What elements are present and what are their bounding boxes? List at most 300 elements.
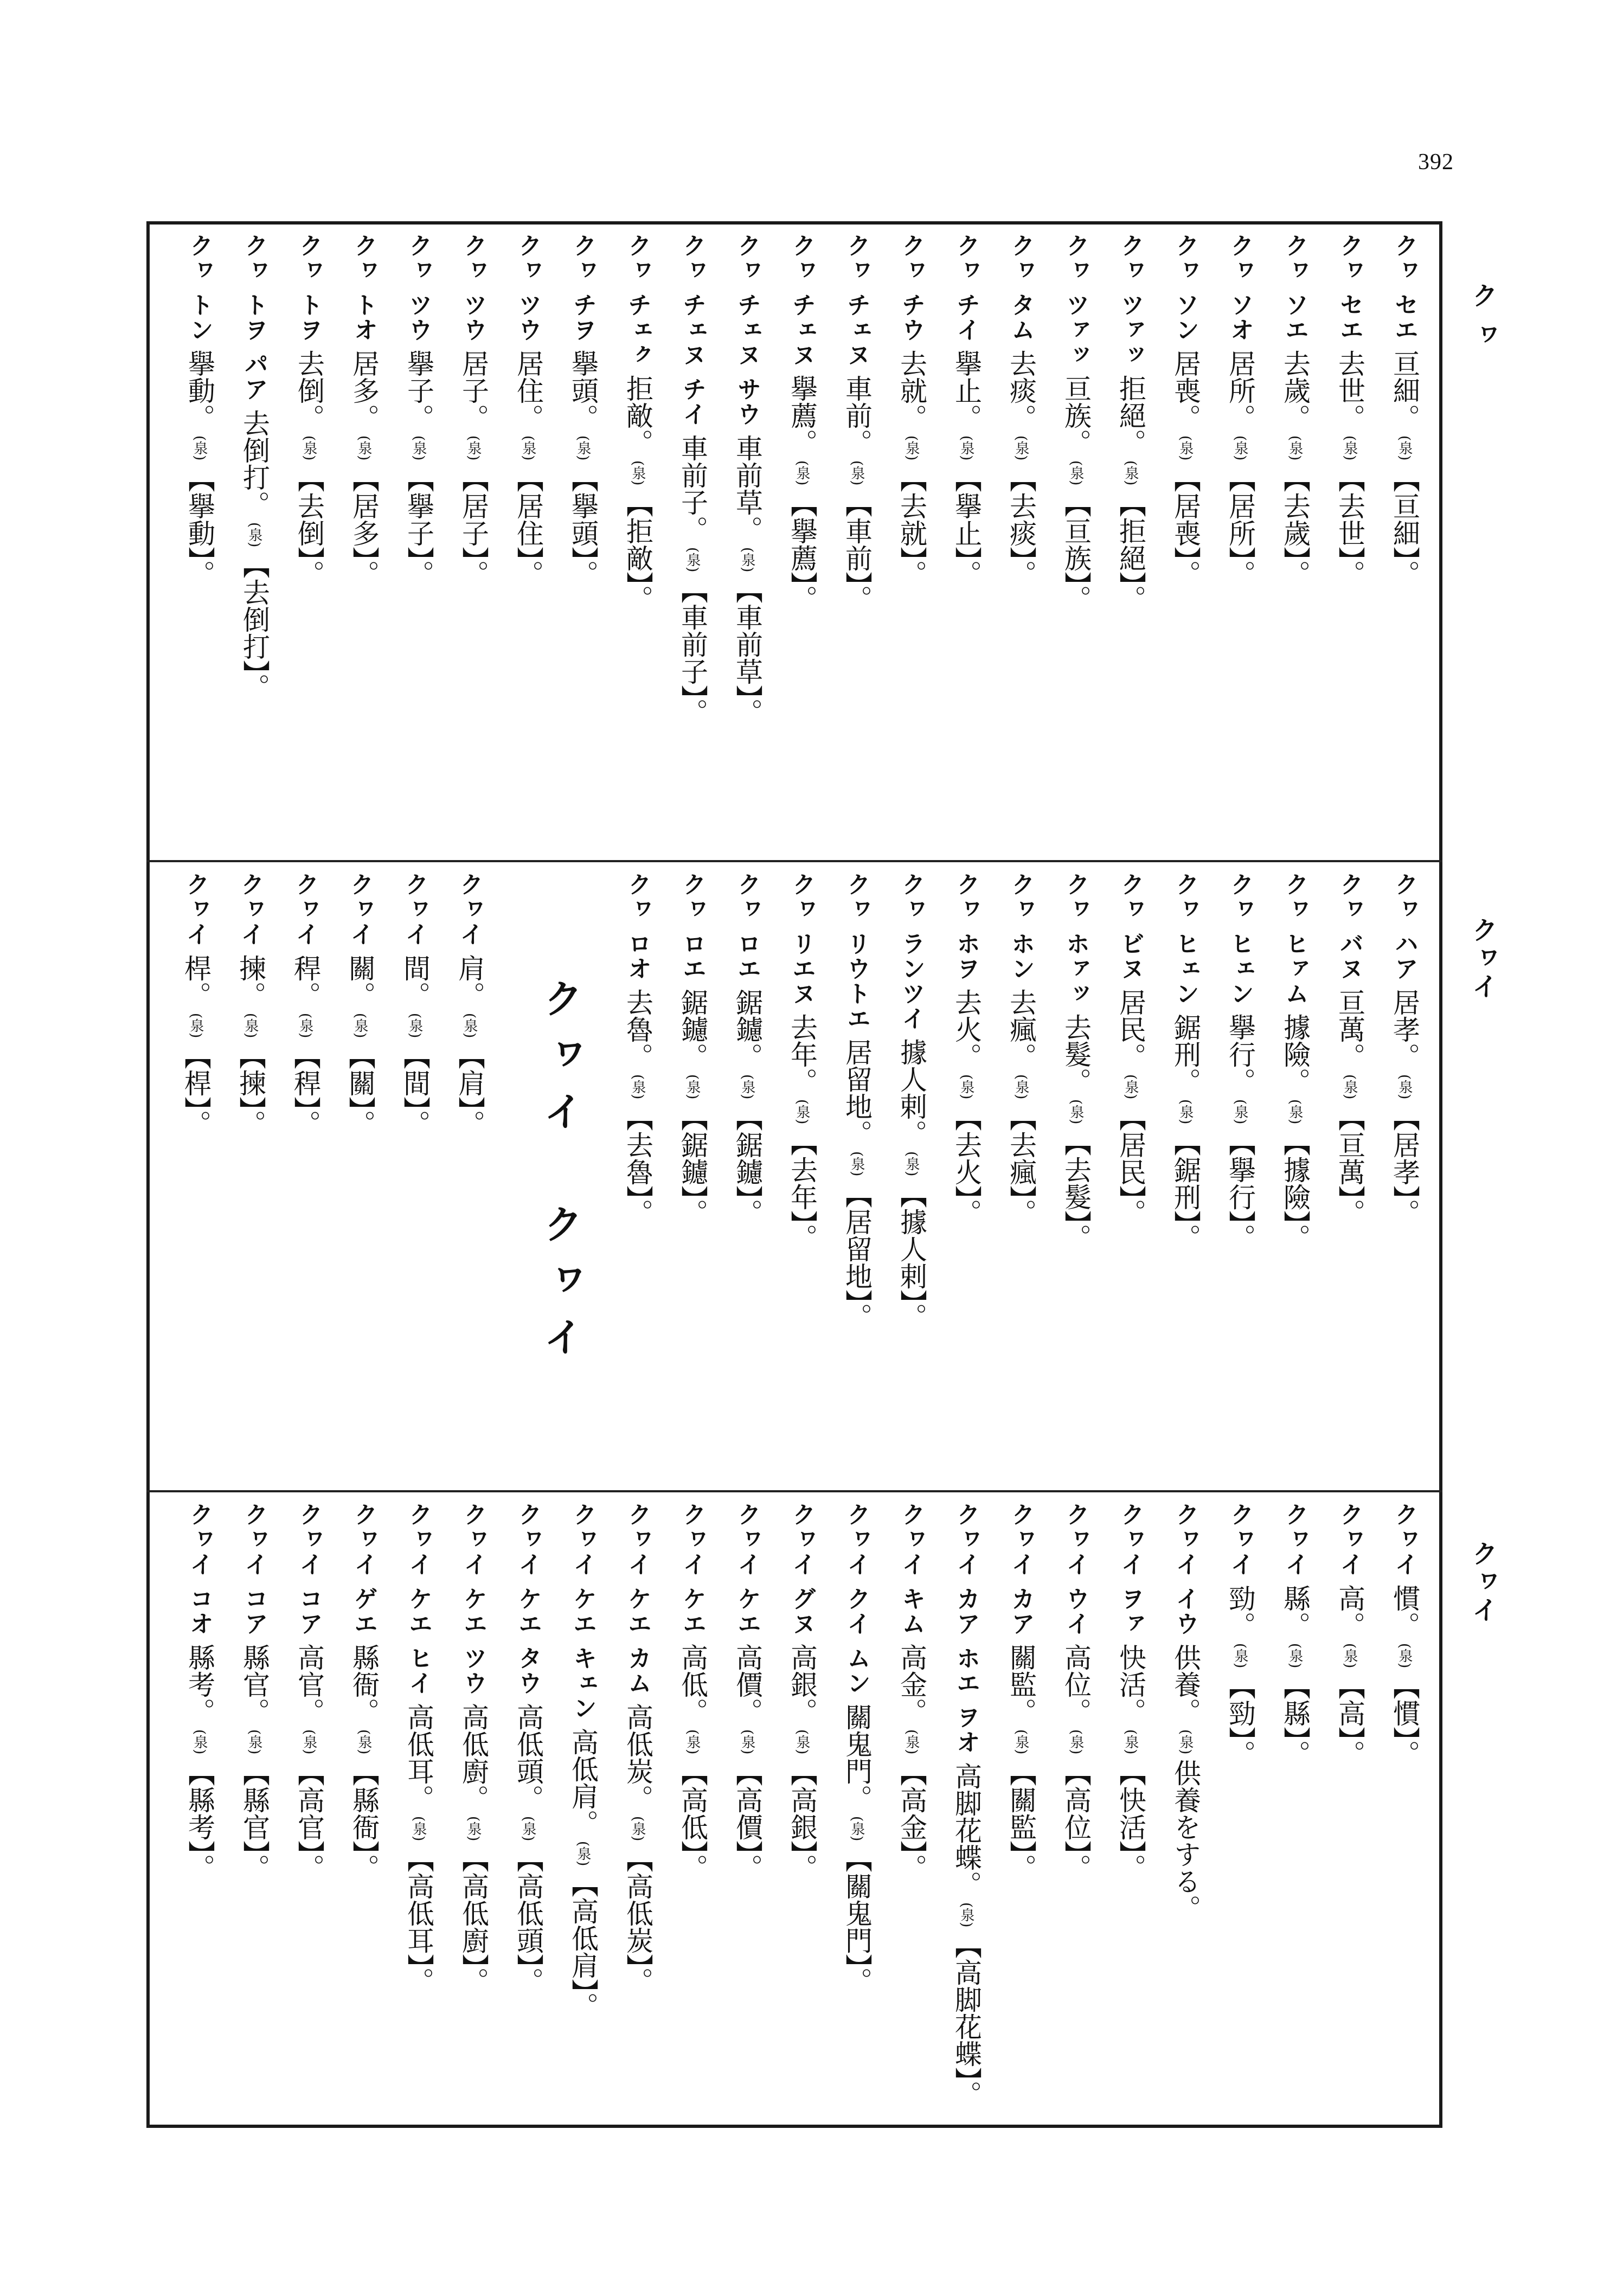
entry-cross-reference: 【去年】。 [786,1128,818,1251]
dictionary-entry [884,1502,939,2115]
entry-source-mark: (泉) [461,1013,478,1038]
entry-headword: 擧動。 [184,350,215,432]
entry-source-mark: (泉) [684,1074,701,1100]
entry-reading: クヮイ [1336,1502,1363,1577]
entry-reading: クヮイ クイ ムン [843,1502,870,1696]
entry-source-mark: (泉) [1396,435,1413,461]
entry-source-mark: (泉) [301,1729,317,1755]
dictionary-entry [1158,872,1213,1479]
entry-reading: クヮ リエヌ [788,872,816,1006]
entry-reading: クヮ セエ [1390,233,1418,343]
entry-reading: クヮ トン [185,233,213,343]
entry-reading: クヮ ランツイ [897,872,925,1031]
entry-reading: クヮ ビヌ [1117,872,1144,982]
entry-source-mark: (泉) [1232,1643,1248,1669]
entry-source-mark: (泉) [1068,460,1084,486]
dictionary-entry [278,872,332,1479]
entry-reading: クヮ チェヌ [843,233,870,368]
entry-source-mark: (泉) [684,1729,701,1755]
entry-reading: クヮ トヲ パア [240,233,268,402]
entry-reading: クヮイ キム [897,1502,925,1637]
entry-cross-reference: 【高價】。 [732,1759,763,1881]
entry-reading: クヮイ [346,872,374,947]
entry-headword: 去瘋。 [1005,989,1037,1070]
page-number: 392 [1418,150,1454,175]
section-heading: クヮイ クヮイ [537,978,583,1373]
entry-source-mark: (泉) [465,1816,482,1841]
entry-headword: 拒絕。 [1115,375,1146,457]
entry-headword: 高低耳。 [403,1703,434,1812]
entry-headword: 關監。 [1005,1644,1037,1726]
entry-reading: クヮ ヒァム [1281,872,1308,1006]
entry-cross-reference: 【亘族】。 [1060,490,1092,612]
entry-headword: 去歲。 [1279,350,1311,432]
dictionary-entry [993,233,1048,851]
entry-reading: クヮ チェヌ [788,233,816,368]
dictionary-entry [1048,1502,1103,2115]
entry-cross-reference: 【據人剌】。 [896,1181,927,1330]
dictionary-entry [1267,872,1322,1479]
entry-cross-reference: 【擧動】。 [184,465,215,587]
entry-source-mark: (泉) [1122,460,1139,486]
dictionary-entry [446,233,501,851]
dictionary-entry [555,1502,610,2115]
entry-headword: 車前。 [841,375,873,457]
entry-cross-reference: 【桿】。 [180,1042,211,1138]
entry-cross-reference: 【縣】。 [1279,1672,1311,1768]
entry-cross-reference: 【去髮】。 [1060,1128,1092,1251]
entry-source-mark: (泉) [1287,1643,1303,1669]
dictionary-entry [223,872,278,1479]
entry-source-mark: (泉) [410,1816,427,1841]
entry-cross-reference: 【居民】。 [1115,1104,1146,1226]
entry-reading: クヮ チウ [897,233,925,343]
entry-cross-reference: 【關】。 [344,1042,376,1138]
entry-headword: 居喪。 [1170,350,1201,432]
entry-reading: クヮ ツァッ [1117,233,1144,368]
entry-source-mark: (泉) [1287,435,1303,461]
entry-cross-reference: 【居住】。 [512,465,544,587]
entry-reading: クヮ チェヌ サウ [733,233,761,427]
tier-3-entries [172,1502,1432,2115]
entry-cross-reference: 【高金】。 [896,1759,927,1881]
dictionary-entry [387,872,442,1479]
entry-headword: 高脚花蝶。 [951,1762,982,1898]
dictionary-entry [501,233,555,851]
entry-source-mark: (泉) [356,435,372,461]
entry-cross-reference: 【去火】。 [951,1104,982,1226]
entry-reading: クヮ チェヌ チイ [678,233,706,427]
dictionary-entry [939,1502,993,2115]
tier-divider-2 [146,1490,1442,1492]
tier-3 [157,1502,1432,2115]
entry-source-mark: (泉) [1177,1099,1194,1125]
dictionary-entry [665,233,720,851]
entry-reading: クヮイ ケエ [733,1502,761,1637]
dictionary-entry [720,233,774,851]
entry-reading: クヮ ツウ [459,233,487,343]
entry-source-mark: (泉) [684,547,701,572]
entry-headword: 去魯。 [622,989,653,1070]
entry-source-mark: (泉) [1013,1729,1029,1755]
entry-reading: クヮ ロエ [678,872,706,982]
dictionary-entry [336,233,391,851]
entry-source-mark: (泉) [1342,1074,1358,1100]
entry-reading: クヮイ ヲァ [1117,1502,1144,1637]
dictionary-entry [391,233,446,851]
entry-reading: クヮ ソン [1171,233,1199,343]
dictionary-entry [281,1502,336,2115]
dictionary-entry [829,872,884,1479]
entry-reading: クヮ ソオ [1226,233,1254,343]
entry-cross-reference: 【居喪】。 [1170,465,1201,587]
entry-cross-reference: 【高脚花蝶】。 [951,1932,982,2108]
entry-source-mark: (泉) [903,435,920,461]
entry-source-mark: (泉) [191,1729,208,1755]
entry-cross-reference: 【縣衙】。 [348,1759,380,1881]
entry-reading: クヮ セエ [1336,233,1363,343]
entry-source-mark: (泉) [246,522,262,547]
entry-headword: 桿。 [180,954,211,1009]
entry-reading: クヮ ツウ [514,233,542,343]
entry-headword: 去倒。 [293,350,325,432]
entry-headword: 亘萬。 [1334,989,1365,1070]
entry-reading: クヮ トヲ [295,233,323,343]
entry-headword: 去年。 [786,1014,818,1095]
dictionary-entry [1158,233,1213,851]
entry-cross-reference: 【關監】。 [1005,1759,1037,1881]
entry-headword: 據人剌。 [896,1038,927,1147]
entry-source-mark: (泉) [849,1816,865,1841]
entry-reading: クヮイ グヌ [788,1502,816,1637]
entry-reading: クヮ タム [1007,233,1035,343]
entry-headword: 高銀。 [786,1644,818,1726]
entry-cross-reference: 【亘細】。 [1389,465,1420,587]
entry-cross-reference: 【拒敵】。 [622,490,653,612]
entry-source-mark: (泉) [739,1074,755,1100]
entry-cross-reference: 【擧止】。 [951,465,982,587]
entry-reading: クヮ ホァッ [1062,872,1089,1006]
dictionary-entry [1267,1502,1322,2115]
entry-cross-reference: 【去倒打】。 [239,551,270,701]
entry-cross-reference: 【擧行】。 [1224,1128,1256,1251]
entry-source-mark: (泉) [1342,435,1358,461]
entry-cross-reference: 【高銀】。 [786,1759,818,1881]
entry-cross-reference: 【居留地】。 [841,1181,873,1330]
entry-cross-reference: 【肩】。 [454,1042,485,1138]
entry-cross-reference: 【去倒】。 [293,465,325,587]
dictionary-entry [829,233,884,851]
entry-reading: クヮイ コア [295,1502,323,1637]
entry-headword: 鋸鑢。 [677,989,708,1070]
entry-source-mark: (泉) [297,1013,313,1038]
entry-cross-reference: 【高位】。 [1060,1759,1092,1881]
entry-headword: 居孝。 [1389,989,1420,1070]
entry-cross-reference: 【居孝】。 [1389,1104,1420,1226]
entry-cross-reference: 【去世】。 [1334,465,1365,587]
dictionary-entry [1377,1502,1432,2115]
entry-reading: クヮ ロエ [733,872,761,982]
entry-source-mark: (泉) [630,460,646,486]
entry-headword: 擧行。 [1224,1014,1256,1095]
entry-source-mark: (泉) [1177,1729,1194,1755]
entry-cross-reference: 【高低】。 [677,1759,708,1881]
entry-source-mark: (泉) [520,1816,536,1841]
entry-cross-reference: 【高低頭】。 [512,1845,544,1994]
entry-headword: 車前草。 [732,434,763,543]
entry-reading: クヮイ ケエ タウ [514,1502,542,1696]
entry-cross-reference: 【擧薦】。 [786,490,818,612]
entry-reading: クヮ チェㇰ [624,233,651,368]
dictionary-entry [336,1502,391,2115]
entry-reading: クヮイ ゲエ [350,1502,377,1637]
entry-cross-reference: 【慣】。 [1389,1672,1420,1768]
dictionary-entry [227,1502,281,2115]
entry-headword: 去倒打。 [239,409,270,518]
entry-source-mark: (泉) [739,547,755,572]
entry-cross-reference: 【高】。 [1334,1672,1365,1768]
entry-headword: 去世。 [1334,350,1365,432]
dictionary-entry [939,872,993,1479]
entry-source-mark: (泉) [575,435,591,461]
entry-headword: 揀。 [235,954,266,1009]
dictionary-entry [1377,233,1432,851]
entry-headword: 縣。 [1279,1585,1311,1639]
entry-source-mark: (泉) [958,1074,974,1100]
entry-reading: クヮイ カア [1007,1502,1035,1637]
entry-source-mark: (泉) [520,435,536,461]
section-label-1: ク ヮ [1467,282,1498,350]
entry-headword: 高位。 [1060,1644,1092,1726]
entry-headword: 居子。 [458,350,489,432]
dictionary-entry [1213,872,1267,1479]
dictionary-entry [993,1502,1048,2115]
entry-reading: クヮ ホン [1007,872,1035,982]
entry-source-mark: (泉) [246,1729,262,1755]
dictionary-entry [665,872,720,1479]
tier-divider-1 [146,860,1442,862]
entry-headword: 擧止。 [951,350,982,432]
entry-headword: 拒敵。 [622,375,653,457]
tier-1-entries [172,233,1432,851]
entry-source-mark: (泉) [1122,1729,1139,1755]
entry-source-mark: (泉) [630,1074,646,1100]
entry-headword: 肩。 [454,954,485,1009]
dictionary-entry [720,872,774,1479]
entry-reading: クヮ ツァッ [1062,233,1089,368]
dictionary-entry [227,233,281,851]
entry-headword: 居多。 [348,350,380,432]
entry-headword: 高金。 [896,1644,927,1726]
entry-reading: クヮイ [1281,1502,1308,1577]
entry-source-mark: (泉) [1232,435,1248,461]
entry-reading: クヮイ [291,872,319,947]
dictionary-entry [1103,872,1158,1479]
entry-cross-reference: 供養をする。 [1170,1759,1201,1922]
entry-headword: 高價。 [732,1644,763,1726]
entry-cross-reference: 【去歲】。 [1279,465,1311,587]
entry-headword: 慣。 [1389,1585,1420,1639]
entry-cross-reference: 【高低耳】。 [403,1845,434,1994]
entry-source-mark: (泉) [575,1840,591,1866]
entry-headword: 居民。 [1115,989,1146,1070]
dictionary-entry [884,233,939,851]
entry-source-mark: (泉) [352,1013,368,1038]
entry-cross-reference: 【車前草】。 [732,576,763,726]
entry-source-mark: (泉) [1013,435,1029,461]
dictionary-entry [884,872,939,1479]
dictionary-entry [1103,1502,1158,2115]
entry-cross-reference: 【車前】。 [841,490,873,612]
entry-source-mark: (泉) [1013,1074,1029,1100]
entry-reading: クヮイ ケエ [678,1502,706,1637]
dictionary-entry [446,1502,501,2115]
dictionary-entry [391,1502,446,2115]
dictionary-entry [774,233,829,851]
dictionary-entry [1267,233,1322,851]
entry-headword: 間。 [399,954,431,1009]
entry-headword: 高低。 [677,1644,708,1726]
entry-cross-reference: 【擧子】。 [403,465,434,587]
entry-reading: クヮイ カア ホエ ヲオ [952,1502,980,1755]
entry-cross-reference: 【鋸鑢】。 [677,1104,708,1226]
entry-source-mark: (泉) [1232,1099,1248,1125]
entry-reading: クヮイ ケエ キェン [569,1502,596,1721]
entry-cross-reference: 【鋸刑】。 [1170,1128,1201,1251]
entry-cross-reference: 【亘萬】。 [1334,1104,1365,1226]
dictionary-entry [168,872,223,1479]
entry-reading: クヮイ ウイ [1062,1502,1089,1637]
dictionary-entry [1103,233,1158,851]
dictionary-entry [1377,872,1432,1479]
entry-source-mark: (泉) [903,1729,920,1755]
entry-headword: 稈。 [290,954,321,1009]
dictionary-entry [1322,233,1377,851]
entry-source-mark: (泉) [191,435,208,461]
entry-headword: 快活。 [1115,1644,1146,1726]
dictionary-entry [774,872,829,1479]
entry-headword: 關鬼門。 [841,1703,873,1812]
entry-cross-reference: 【擧頭】。 [567,465,599,587]
entry-source-mark: (泉) [1396,1074,1413,1100]
entry-source-mark: (泉) [1068,1099,1084,1125]
entry-reading: クヮイ [1390,1502,1418,1577]
entry-reading: クヮ ハア [1390,872,1418,982]
dictionary-entry [1213,1502,1267,2115]
entry-cross-reference: 【間】。 [399,1042,431,1138]
dictionary-entry [610,233,665,851]
entry-reading: クヮ チイ [952,233,980,343]
entry-headword: 去火。 [951,989,982,1070]
dictionary-entry [720,1502,774,2115]
entry-reading: クヮイ ケエ ヒイ [405,1502,432,1696]
entry-reading: クヮイ コオ [185,1502,213,1637]
entry-headword: 車前子。 [677,434,708,543]
dictionary-entry [1048,233,1103,851]
dictionary-entry [172,1502,227,2115]
dictionary-entry [442,872,497,1479]
entry-cross-reference: 【關鬼門】。 [841,1845,873,1994]
entry-cross-reference: 【高低肩】。 [567,1870,599,2019]
entry-source-mark: (泉) [465,435,482,461]
section-label-2: クヮイ [1467,916,1498,1001]
entry-cross-reference: 【快活】。 [1115,1759,1146,1881]
entry-headword: 高低炭。 [622,1703,653,1812]
entry-reading: クヮ ソエ [1281,233,1308,343]
entry-reading: クヮイ [1226,1502,1254,1577]
entry-source-mark: (泉) [410,435,427,461]
entry-cross-reference: 【縣考】。 [184,1759,215,1881]
entry-source-mark: (泉) [794,1099,810,1125]
entry-reading: クヮ バヌ [1336,872,1363,982]
dictionary-entry [281,233,336,851]
entry-headword: 高。 [1334,1585,1365,1639]
entry-headword: 供養。 [1170,1644,1201,1726]
entry-source-mark: (泉) [739,1729,755,1755]
entry-reading: クヮイ ケエ カム [624,1502,651,1696]
entry-headword: 高低肩。 [567,1728,599,1837]
dictionary-entry [610,1502,665,2115]
entry-headword: 去就。 [896,350,927,432]
dictionary-entry [993,872,1048,1479]
entry-source-mark: (泉) [301,435,317,461]
entry-cross-reference: 【縣官】。 [239,1759,270,1881]
entry-source-mark: (泉) [903,1151,920,1177]
dictionary-entry [1213,233,1267,851]
entry-source-mark: (泉) [1068,1729,1084,1755]
entry-cross-reference: 【據險】。 [1279,1128,1311,1251]
entry-headword: 去痰。 [1005,350,1037,432]
dictionary-entry [501,1502,555,2115]
entry-source-mark: (泉) [356,1729,372,1755]
dictionary-entry [1048,872,1103,1479]
entry-reading: クヮイ [182,872,209,947]
entry-headword: 去髮。 [1060,1014,1092,1095]
dictionary-entry [172,233,227,851]
entry-headword: 縣考。 [184,1644,215,1726]
entry-source-mark: (泉) [1177,435,1194,461]
entry-headword: 鋸鑢。 [732,989,763,1070]
tier-2 [157,872,1432,1479]
entry-reading: クヮ ヒェン [1171,872,1199,1006]
entry-cross-reference: 【車前子】。 [677,576,708,726]
entry-cross-reference: 【高官】。 [293,1759,325,1881]
entry-source-mark: (泉) [630,1816,646,1841]
entry-cross-reference: 【拒絕】。 [1115,490,1146,612]
entry-cross-reference: 【勁】。 [1224,1672,1256,1768]
entry-headword: 縣官。 [239,1644,270,1726]
entry-headword: 勁。 [1224,1585,1256,1639]
entry-headword: 亘細。 [1389,350,1420,432]
entry-reading: クヮ ロオ [624,872,651,982]
entry-source-mark: (泉) [1342,1643,1358,1669]
entry-reading: クヮイ [236,872,264,947]
dictionary-entry [610,872,665,1479]
tier-2-entries [610,872,1432,1479]
entry-cross-reference: 【居所】。 [1224,465,1256,587]
entry-source-mark: (泉) [242,1013,259,1038]
section-label-3: クヮイ [1467,1540,1498,1625]
dictionary-entry [939,233,993,851]
entry-reading: クヮイ [401,872,428,947]
entry-reading: クヮ ツウ [405,233,432,343]
entry-headword: 高低頭。 [512,1703,544,1812]
tier-1 [157,233,1432,851]
entry-reading: クヮイ [456,872,483,947]
entry-cross-reference: 【揀】。 [235,1042,266,1138]
tier-2-entries-after-heading [168,872,497,1479]
dictionary-entry [774,1502,829,2115]
